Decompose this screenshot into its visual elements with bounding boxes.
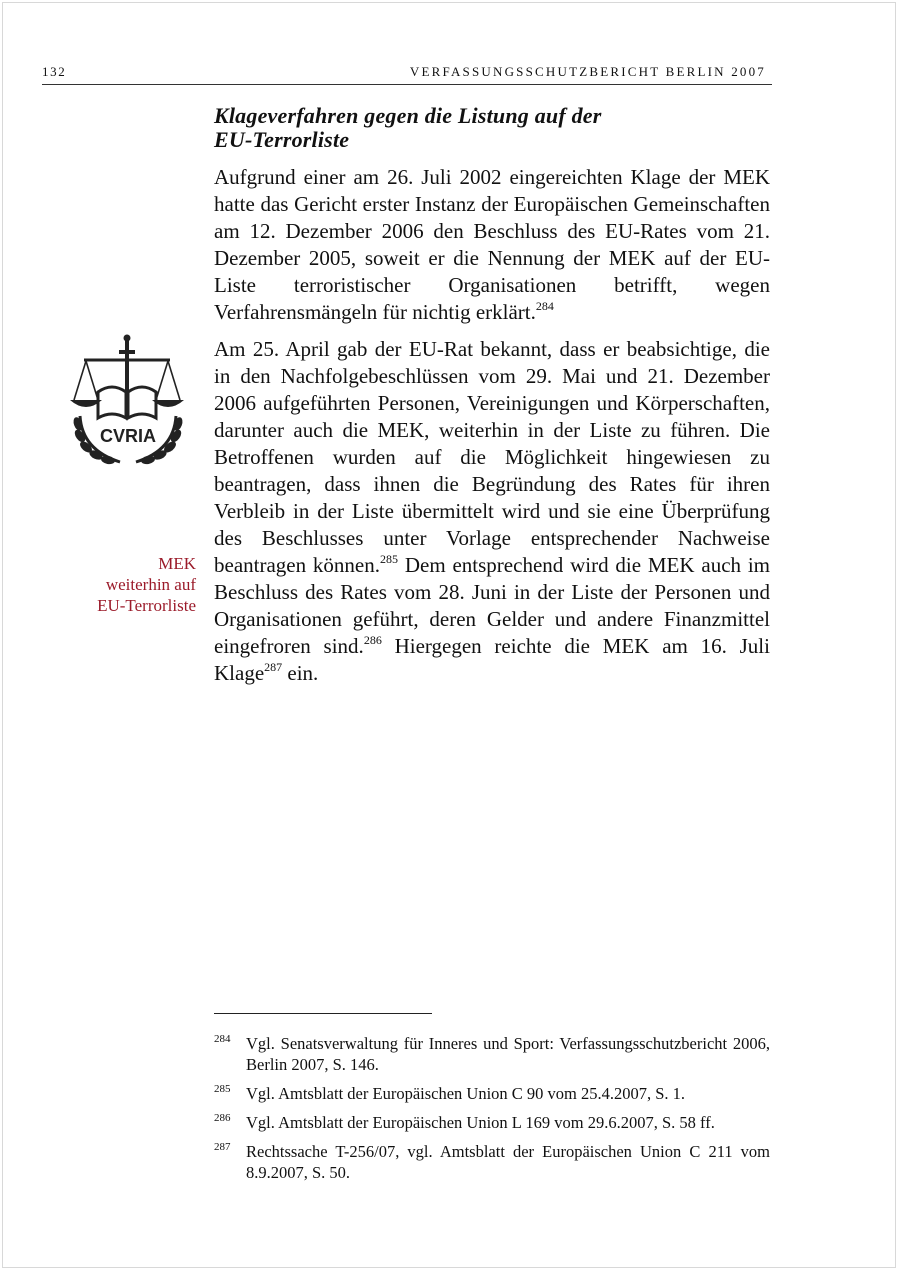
- paragraph-2-text-d: ein.: [282, 661, 319, 685]
- footnote-284: [214, 1033, 770, 1075]
- footnote-286: [214, 1112, 770, 1133]
- paragraph-2-text-b: Dem entsprechend wird die MEK auch im Beschluss des Rates vom 28. Juni in der Liste der Personen und Organisationen geführt, deren Gelder und andere Finanzmittel eingefroren sind.: [214, 553, 770, 658]
- margin-note: [70, 553, 196, 616]
- margin-note-line-1: MEK: [158, 554, 196, 573]
- footnote-text: Rechtssache T-256/07, vgl. Amtsblatt der Europäischen Union C 211 vom 8.9.2007, S. 50.: [246, 1142, 770, 1182]
- footnote-number: 286: [214, 1112, 231, 1124]
- heading-line-1: Klageverfahren gegen die Listung auf der: [214, 103, 602, 128]
- paragraph-2: [214, 336, 770, 687]
- section-heading: [214, 104, 770, 152]
- paragraph-1-text: Aufgrund einer am 26. Juli 2002 eingereichten Klage der MEK hatte das Gericht erster Instanz der Europäischen Gemeinschaften am 12. Dezember 2006 den Beschluss des EU-Rates vom 21. Dezember 2005, soweit er die Nennung der MEK auf der EU-Liste terroristischer Organisationen betrifft, wegen Verfahrensmängeln für nichtig erklärt.: [214, 165, 770, 324]
- footnotes: [214, 1033, 770, 1191]
- footnote-287: [214, 1141, 770, 1183]
- footnote-number: 284: [214, 1033, 231, 1045]
- footnote-number: 285: [214, 1083, 231, 1095]
- header-title: VERFASSUNGSSCHUTZBERICHT BERLIN 2007: [409, 64, 766, 79]
- cvria-emblem-icon: [64, 330, 194, 475]
- footnote-number: 287: [214, 1141, 231, 1153]
- paragraph-2-text-a: Am 25. April gab der EU-Rat bekannt, dass er beabsichtige, die in den Nachfolgebeschlüssen vom 29. Mai und 21. Dezember 2006 aufgeführten Personen, Vereinigungen und Körperschaften, darunter auch die MEK, weiterhin in der Liste zu führen. Die Betroffenen wurden auf die Möglichkeit hingewiesen zu beantragen, dass ihnen die Begründung des Rates für ihren Verbleib in der Liste übermittelt wird und sie eine Überprüfung des Beschlusses unter Vorlage entsprechender Nachweise beantragen können.: [214, 337, 770, 577]
- margin-note-line-2: weiterhin auf: [105, 575, 196, 594]
- footnote-text: Vgl. Amtsblatt der Europäischen Union C 90 vom 25.4.2007, S. 1.: [246, 1084, 686, 1103]
- running-header: [42, 64, 772, 85]
- footnote-285: [214, 1083, 770, 1104]
- footnote-ref-285[interactable]: 285: [380, 552, 399, 566]
- footnote-ref-284[interactable]: 284: [535, 299, 554, 313]
- paragraph-2-text-c: Hiergegen reichte die MEK am 16. Juli Klage: [214, 634, 770, 685]
- footnote-ref-286[interactable]: 286: [363, 633, 382, 647]
- footnote-separator: [214, 1013, 432, 1014]
- main-column: [214, 104, 770, 697]
- emblem-text: CVRIA: [99, 426, 157, 446]
- margin-note-line-3: EU-Terrorliste: [97, 596, 196, 615]
- paragraph-1: [214, 164, 770, 326]
- heading-line-2: EU-Terrorliste: [214, 127, 350, 152]
- footnote-ref-287[interactable]: 287: [264, 660, 283, 674]
- footnote-text: Vgl. Senatsverwaltung für Inneres und Sport: Verfassungsschutzbericht 2006, Berlin 2007, S. 146.: [246, 1034, 770, 1074]
- page-number: 132: [42, 64, 67, 79]
- footnote-text: Vgl. Amtsblatt der Europäischen Union L 169 vom 29.6.2007, S. 58 ff.: [246, 1113, 715, 1132]
